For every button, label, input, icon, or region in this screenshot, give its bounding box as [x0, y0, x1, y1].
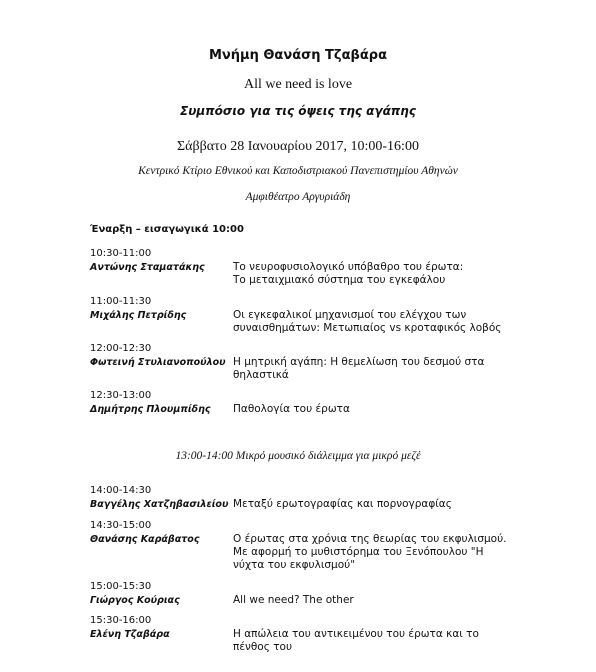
- session-speaker: Θανάσης Καράβατος: [90, 534, 200, 545]
- talk-line: συναισθημάτων: Μετωπιαίος vs κροταφικός λοβός: [233, 322, 502, 334]
- session-talk: [233, 498, 533, 511]
- session-time: 15:30-16:00: [90, 615, 152, 626]
- break-line: 13:00-14:00 Μικρό μουσικό διάλειμμα για μικρό μεζέ: [175, 450, 421, 462]
- session-speaker: Ελένη Τζαβάρα: [90, 629, 170, 640]
- session-time: 11:00-11:30: [90, 296, 152, 307]
- session-time: 12:00-12:30: [90, 343, 152, 354]
- page-title: Μνήμη Θανάση Τζαβάρα: [208, 48, 388, 63]
- session-time: 14:00-14:30: [90, 485, 152, 496]
- symposium-title: Συμπόσιο για τις όψεις της αγάπης: [180, 104, 416, 118]
- session-speaker: Δημήτρης Πλουμπίδης: [90, 404, 211, 415]
- session-talk: [233, 403, 533, 416]
- session-talk: [233, 594, 533, 607]
- session-time: 15:00-15:30: [90, 581, 152, 592]
- session-talk: [233, 261, 533, 287]
- talk-line: Μεταξύ ερωτογραφίας και πορνογραφίας: [233, 498, 452, 510]
- session-time: 10:30-11:00: [90, 248, 152, 259]
- talk-line: Με αφορμή το μυθιστόρημα του Ξενόπουλου "Η: [233, 546, 484, 558]
- event-date: Σάββατο 28 Ιανουαρίου 2017, 10:00-16:00: [177, 139, 419, 154]
- talk-line: Η απώλεια του αντικειμένου του έρωτα και το: [233, 628, 479, 640]
- event-subtitle: All we need is love: [243, 77, 353, 92]
- talk-line: Το μεταιχμιακό σύστημα του εγκεφάλου: [233, 274, 446, 286]
- talk-line: θηλαστικά: [233, 369, 289, 381]
- session-time: 14:30-15:00: [90, 520, 152, 531]
- session-talk: [233, 309, 533, 335]
- session-talk: [233, 533, 533, 572]
- session-talk: [233, 628, 533, 654]
- talk-line: νύχτα του εκφυλισμού": [233, 559, 356, 571]
- talk-line: Οι εγκεφαλικοί μηχανισμοί του ελέγχου των: [233, 309, 467, 321]
- session-speaker: Φωτεινή Στυλιανοπούλου: [90, 357, 226, 368]
- session-speaker: Γιώργος Κούριας: [90, 595, 180, 606]
- talk-line: All we need? The other: [233, 594, 354, 606]
- talk-line: Ο έρωτας στα χρόνια της θεωρίας του εκφυλισμού.: [233, 533, 507, 545]
- session-talk: [233, 356, 533, 382]
- event-venue: Κεντρικό Κτίριο Εθνικού και Καποδιστριακού Πανεπιστημίου Αθηνών: [138, 165, 458, 177]
- opening-line: Έναρξη – εισαγωγικά 10:00: [90, 224, 244, 235]
- session-speaker: Βαγγέλης Χατζηβασιλείου: [90, 499, 229, 510]
- talk-line: Παθολογία του έρωτα: [233, 403, 350, 415]
- event-hall: Αμφιθέατρο Αργυριάδη: [245, 191, 351, 203]
- session-speaker: Μιχάλης Πετρίδης: [90, 310, 187, 321]
- session-speaker: Αντώνης Σταματάκης: [90, 262, 205, 273]
- talk-line: Η μητρική αγάπη: Η θεμελίωση του δεσμού στα: [233, 356, 485, 368]
- session-time: 12:30-13:00: [90, 390, 152, 401]
- talk-line: Το νευροφυσιολογικό υπόβαθρο του έρωτα:: [233, 261, 464, 273]
- talk-line: πένθος του: [233, 641, 293, 653]
